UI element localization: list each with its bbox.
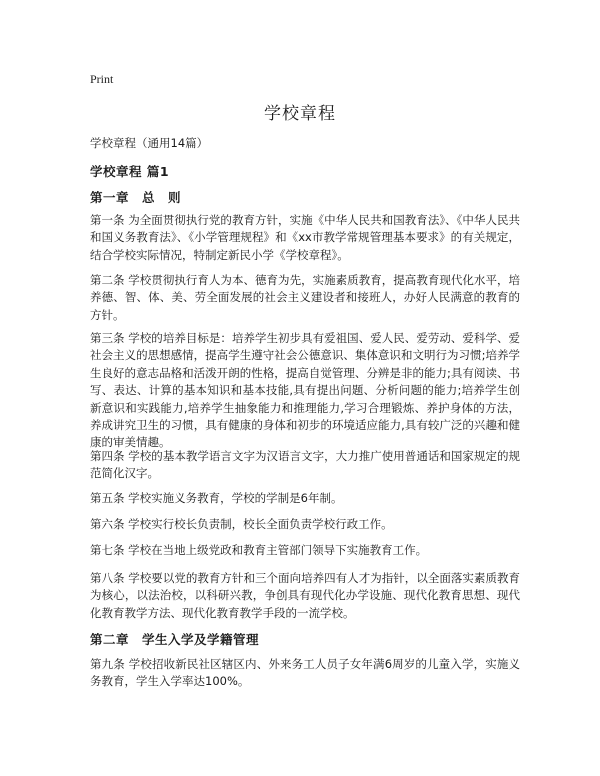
article-8: 第八条 学校要以党的教育方针和三个面向培养四有人才为指针，以全面落实素质教育为核心，以法治校，以科研兴教，争创具有现代化办学设施、现代化教育思想、现代化教育教学方法、现代化教育教学手段的一流学校。 — [90, 571, 520, 620]
article-4: 第四条 学校的基本教学语言文字为汉语言文字，大力推广使用普通话和国家规定的规范简化汉字。 — [90, 449, 520, 481]
chapter-heading-1: 第一章 总 则 — [90, 190, 182, 205]
document-subtitle: 学校章程（通用14篇） — [90, 136, 209, 150]
article-9: 第九条 学校招收新民社区辖区内、外来务工人员子女年满6周岁的儿童入学，实施义务教育，学生入学率达100%。 — [90, 657, 520, 689]
article-2: 第二条 学校贯彻执行育人为本、德育为先，实施素质教育，提高教育现代化水平，培养德、智、体、美、劳全面发展的社会主义建设者和接班人，办好人民满意的教育的方针。 — [90, 273, 520, 322]
article-1: 第一条 为全面贯彻执行党的教育方针，实施《中华人民共和国教育法》、《中华人民共和国义务教育法》、《小学管理规程》和《xx市教学常规管理基本要求》的有关规定，结合学校实际情况，特制定新民小学《学校章程》。 — [90, 213, 520, 262]
article-7: 第七条 学校在当地上级党政和教育主管部门领导下实施教育工作。 — [90, 543, 428, 557]
print-label: Print — [90, 72, 114, 86]
article-5: 第五条 学校实施义务教育，学校的学制是6年制。 — [90, 491, 343, 505]
article-3: 第三条 学校的培养目标是：培养学生初步具有爱祖国、爱人民、爱劳动、爱科学、爱社会主义的思想感情，提高学生遵守社会公德意识、集体意识和文明行为习惯;培养学生良好的意志品格和活泼开朗的性格，提高自觉管理、分辨是非的能力;具有阅读、书写、表达、计算的基本知识和基本技能,具有提出问题、分析问题的能力;培养学生创新意识和实践能力,培养学生抽象能力和推理能力,学习合理锻炼、养护身体的方法，养成讲究卫生的习惯，具有健康的身体和初步的环境适应能力,具有较广泛的兴趣和健康的审美情趣。 — [90, 331, 520, 450]
document-title: 学校章程 — [264, 104, 336, 124]
part-heading: 学校章程 篇1 — [90, 164, 170, 179]
chapter-heading-2: 第二章 学生入学及学籍管理 — [90, 632, 260, 647]
article-6: 第六条 学校实行校长负责制，校长全面负责学校行政工作。 — [90, 517, 393, 531]
